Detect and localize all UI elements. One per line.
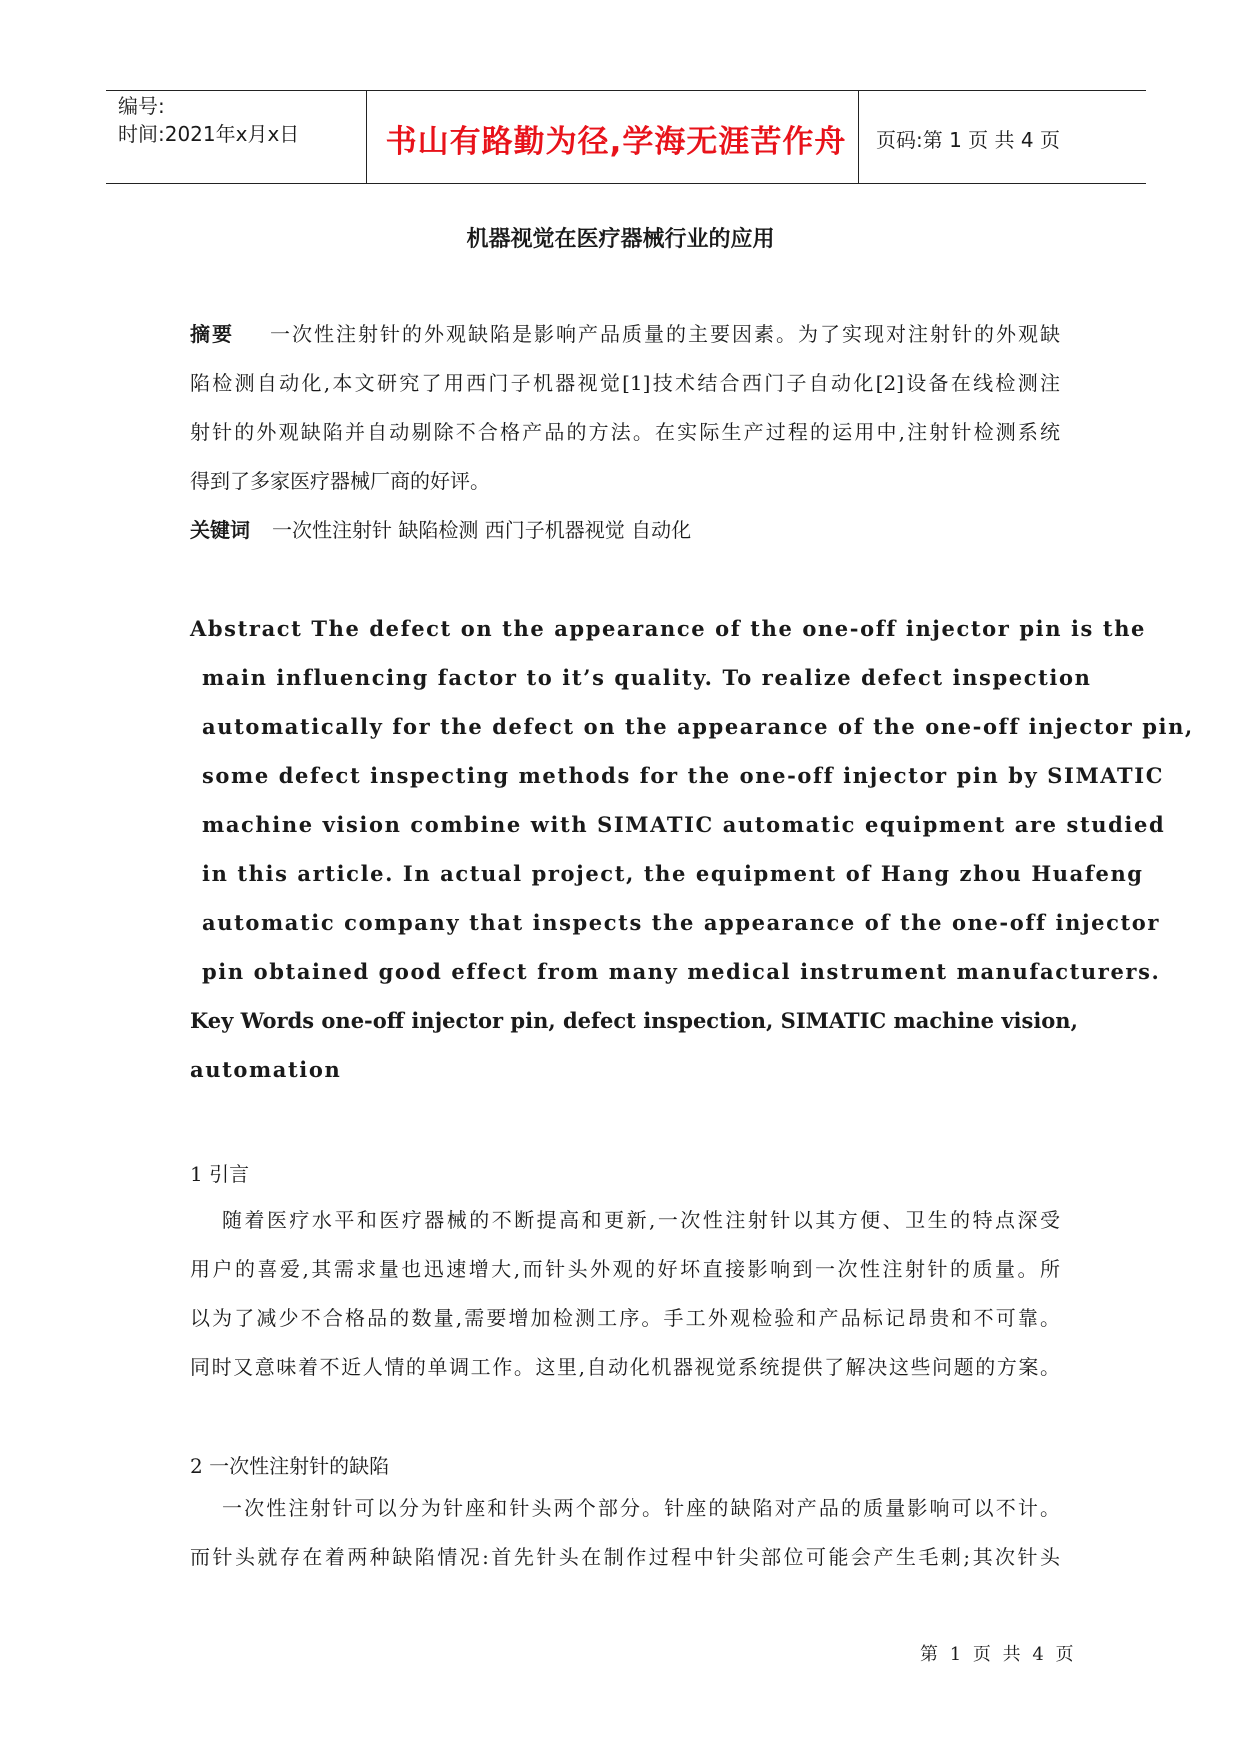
keywords-en-line: automation: [190, 1057, 342, 1082]
header-page-label: 页码:第 1 页 共 4 页: [876, 128, 1060, 152]
section1-line: 同时又意味着不近人情的单调工作。这里,自动化机器视觉系统提供了解决这些问题的方案。: [190, 1355, 1060, 1379]
abstract-en-line: pin obtained good effect from many medical instrument manufacturers.: [202, 959, 1161, 984]
section2-body: [190, 1484, 1060, 1582]
header-left-cell: [118, 92, 299, 148]
section2-line: 一次性注射针可以分为针座和针头两个部分。针座的缺陷对产品的质量影响可以不计。: [222, 1496, 1060, 1520]
keywords-cn: [190, 506, 1060, 555]
abstract-cn-line: 得到了多家医疗器械厂商的好评。: [190, 469, 490, 493]
page-footer: 第 1 页 共 4 页: [920, 1644, 1077, 1665]
section1-line: 以为了减少不合格品的数量,需要增加检测工序。手工外观检验和产品标记昂贵和不可靠。: [190, 1306, 1060, 1330]
header-top-rule: [106, 90, 1146, 91]
section1-line: 随着医疗水平和医疗器械的不断提高和更新,一次性注射针以其方便、卫生的特点深受: [222, 1208, 1060, 1232]
section1-line: 用户的喜爱,其需求量也迅速增大,而针头外观的好坏直接影响到一次性注射针的质量。所: [190, 1257, 1060, 1281]
abstract-cn-line: 陷检测自动化,本文研究了用西门子机器视觉[1]技术结合西门子自动化[2]设备在线检测注: [190, 371, 1060, 395]
header-divider-left: [366, 90, 367, 184]
abstract-en-line: some defect inspecting methods for the one-off injector pin by SIMATIC: [202, 763, 1165, 788]
abstract-en-line: in this article. In actual project, the equipment of Hang zhou Huafeng: [202, 861, 1144, 886]
header-motto: 书山有路勤为径,学海无涯苦作舟: [385, 124, 847, 160]
keywords-cn-text: 一次性注射针 缺陷检测 西门子机器视觉 自动化: [272, 518, 692, 542]
abstract-cn-line: 射针的外观缺陷并自动剔除不合格产品的方法。在实际生产过程的运用中,注射针检测系统: [190, 420, 1060, 444]
abstract-en-line: automatically for the defect on the appearance of the one-off injector pin,: [202, 714, 1194, 739]
abstract-en-line: Abstract The defect on the appearance of the one-off injector pin is the: [190, 616, 1147, 641]
section1-body: [190, 1196, 1060, 1392]
abstract-en-line: automatic company that inspects the appearance of the one-off injector: [202, 910, 1161, 935]
number-label: 编号:: [118, 94, 165, 118]
abstract-cn: [190, 310, 1060, 555]
abstract-en: [190, 604, 1194, 1094]
keywords-cn-label: 关键词: [190, 518, 250, 542]
section1-heading: 1 引言: [190, 1162, 250, 1186]
section2-heading: 2 一次性注射针的缺陷: [190, 1454, 390, 1478]
abstract-en-line: machine vision combine with SIMATIC automatic equipment are studied: [202, 812, 1166, 837]
abstract-cn-label: 摘要: [190, 322, 234, 346]
keywords-en-line: Key Words one-off injector pin, defect inspection, SIMATIC machine vision,: [190, 1008, 1078, 1033]
document-title: 机器视觉在医疗器械行业的应用: [466, 227, 775, 252]
abstract-en-line: main influencing factor to it’s quality. To realize defect inspection: [202, 665, 1092, 690]
abstract-cn-line: 摘要 一次性注射针的外观缺陷是影响产品质量的主要因素。为了实现对注射针的外观缺: [190, 322, 1060, 346]
header-bottom-rule: [106, 183, 1146, 184]
section2-line: 而针头就存在着两种缺陷情况:首先针头在制作过程中针尖部位可能会产生毛刺;其次针头: [190, 1545, 1060, 1569]
time-label: 时间:2021年x月x日: [118, 122, 300, 146]
